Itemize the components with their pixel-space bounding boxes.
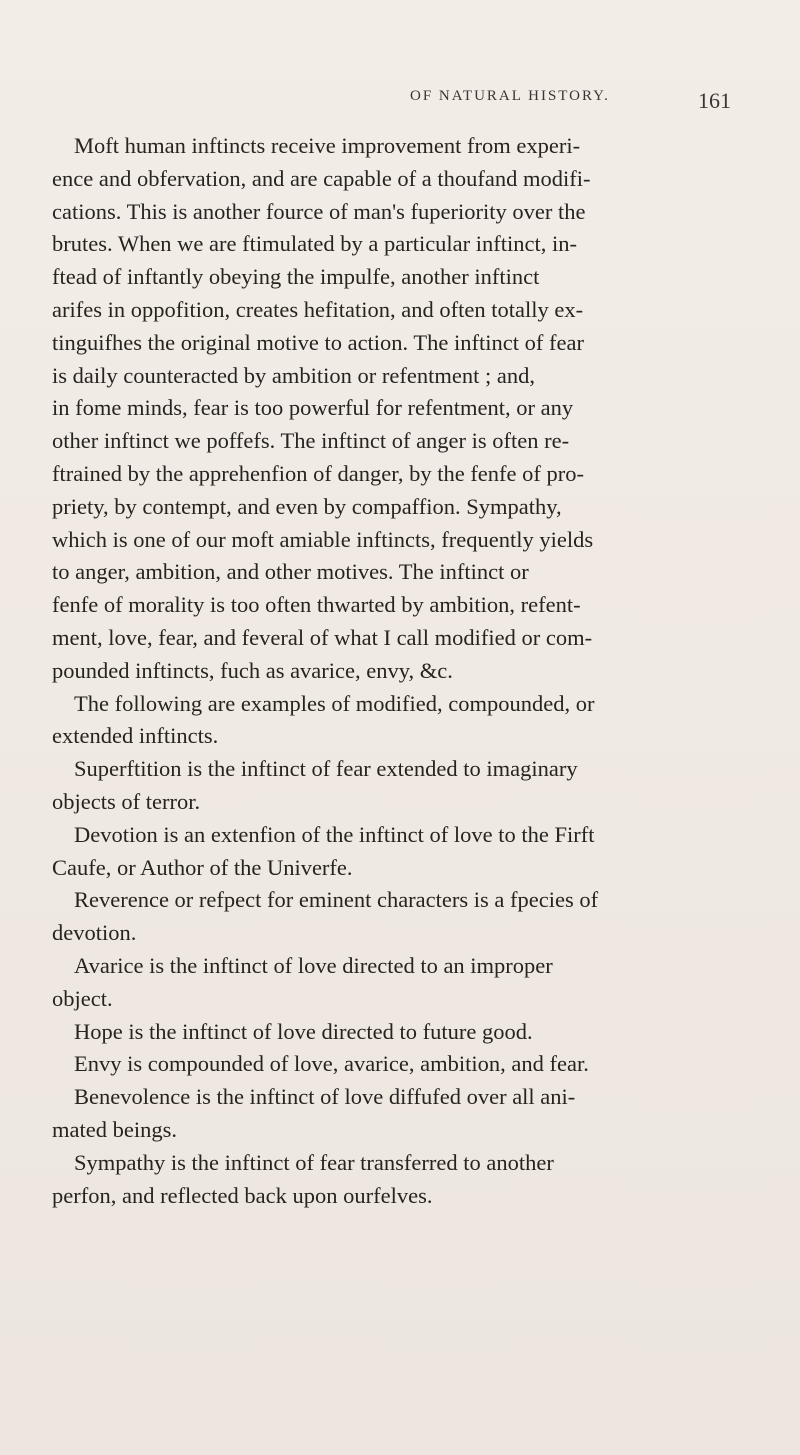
text-line: which is one of our moft amiable inftincts, frequently yields	[52, 526, 594, 552]
text-line: Reverence or refpect for eminent characters is a fpecies of	[74, 887, 599, 913]
text-line: other inftinct we poffefs. The inftinct of anger is often re-	[52, 428, 570, 454]
text-line: Caufe, or Author of the Univerfe.	[52, 854, 353, 880]
page-number: 161	[698, 88, 731, 113]
text-line: extended inftincts.	[52, 723, 219, 749]
text-line: Envy is compounded of love, avarice, ambition, and fear.	[74, 1051, 589, 1077]
running-head-title: OF NATURAL HISTORY.	[410, 88, 610, 104]
text-line: tinguifhes the original motive to action. The inftinct of fear	[52, 329, 584, 355]
text-line: Sympathy is the inftinct of fear transferred to another	[74, 1149, 554, 1175]
body-text	[52, 130, 764, 1212]
text-line: devotion.	[52, 920, 137, 946]
text-line: is daily counteracted by ambition or refentment ; and,	[52, 362, 535, 388]
text-line: Avarice is the inftinct of love directed to an improper	[74, 952, 553, 978]
text-line: Moft human inftincts receive improvement from experi-	[74, 133, 581, 158]
text-line: cations. This is another fource of man's fuperiority over the	[52, 198, 586, 224]
text-line: ftrained by the apprehenfion of danger, by the fenfe of pro-	[52, 460, 585, 486]
text-line: ftead of inftantly obeying the impulfe, another inftinct	[52, 264, 540, 290]
text-line: Devotion is an extenfion of the inftinct of love to the Firft	[74, 821, 595, 847]
text-line: object.	[52, 985, 113, 1011]
text-line: perfon, and reflected back upon ourfelves.	[52, 1182, 433, 1208]
text-line: Benevolence is the inftinct of love diffufed over all ani-	[74, 1084, 576, 1110]
text-line: objects of terror.	[52, 788, 201, 814]
text-line: fenfe of morality is too often thwarted by ambition, refent-	[52, 592, 581, 618]
text-line: in fome minds, fear is too powerful for refentment, or any	[52, 395, 574, 421]
running-head	[0, 88, 800, 118]
text-line: to anger, ambition, and other motives. The inftinct or	[52, 559, 529, 585]
text-line: ment, love, fear, and feveral of what I call modified or com-	[52, 624, 593, 650]
text-line: ence and obfervation, and are capable of a thoufand modifi-	[52, 165, 591, 191]
text-line: Superftition is the inftinct of fear extended to imaginary	[74, 756, 578, 782]
text-line: brutes. When we are ftimulated by a particular inftinct, in-	[52, 231, 578, 257]
text-line: arifes in oppofition, creates hefitation, and often totally ex-	[52, 296, 584, 322]
text-line: The following are examples of modified, compounded, or	[74, 690, 595, 716]
text-line: Hope is the inftinct of love directed to future good.	[74, 1018, 533, 1044]
text-line: priety, by contempt, and even by compaffion. Sympathy,	[52, 493, 562, 519]
text-line: pounded inftincts, fuch as avarice, envy, &c.	[52, 657, 453, 683]
text-line: mated beings.	[52, 1116, 177, 1142]
